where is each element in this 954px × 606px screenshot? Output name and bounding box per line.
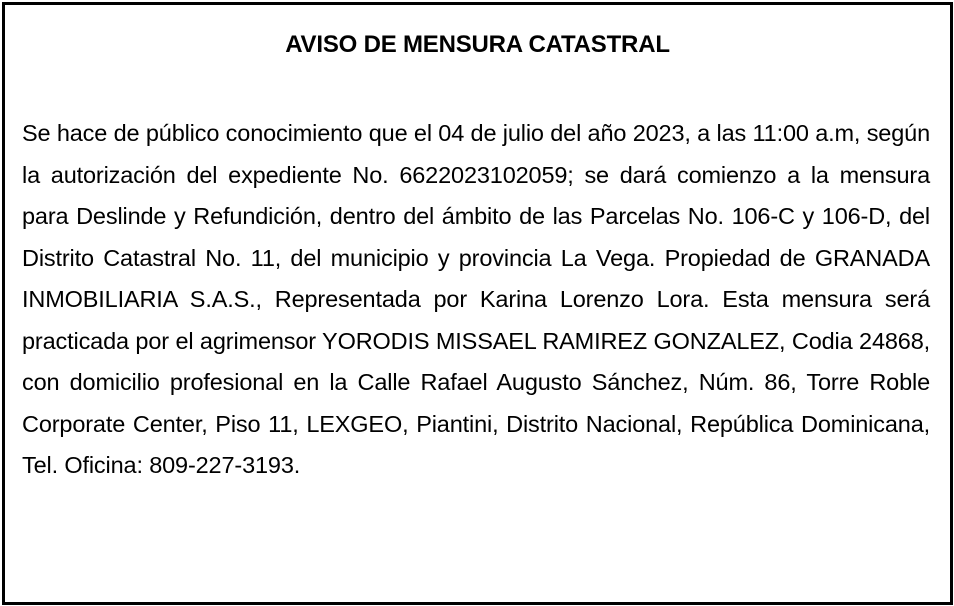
notice-title: AVISO DE MENSURA CATASTRAL: [285, 31, 670, 58]
notice-body: Se hace de público conocimiento que el 04 de julio del año 2023, a las 11:00 a.m, según la autorización del expediente No. 6622023102059; se dará comienzo a la mensura para Deslinde y Refundición, dentro del ámbito de las Parcelas No. 106-C y 106-D, del Distrito Catastral No. 11, del municipio y provincia La Vega. Propiedad de GRANADA INMOBILIARIA S.A.S., Representada por Karina Lorenzo Lora. Esta mensura será practicada por el agrimensor YORODIS MISSAEL RAMIREZ GONZALEZ, Codia 24868, con domicilio profesional en la Calle Rafael Augusto Sánchez, Núm. 86, Torre Roble Corporate Center, Piso 11, LEXGEO, Piantini, Distrito Nacional, República Dominicana, Tel. Oficina: 809-227-3193.: [22, 120, 930, 478]
notice-frame: [2, 2, 953, 605]
